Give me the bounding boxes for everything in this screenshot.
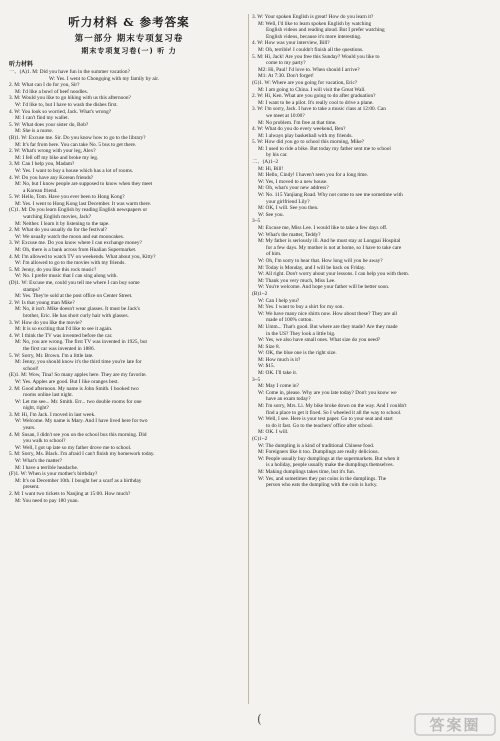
transcript-line: M: She is a nurse. (15, 128, 54, 135)
transcript-line: 3. M: Can I help you, Madam? (9, 161, 75, 168)
page-title: 听力材料 & 参考答案 (68, 15, 190, 29)
transcript-line: W: OK, the blue one is the right size. (258, 350, 337, 357)
transcript-line: M: I'm sorry, Mrs. Li. My bike broke down on the way. And I couldn't (258, 403, 407, 410)
transcript-line: 3. M: Would you like to go hiking with us this afternoon? (9, 95, 131, 102)
transcript-line: 3~5 (252, 376, 261, 383)
transcript-line: W: Yes, I moved to a new house. (258, 178, 328, 185)
transcript-line: M: May I come in? (258, 383, 299, 390)
transcript-line: in the US? They look a little big. (266, 330, 336, 337)
transcript-line: W: Yes, we also have small ones. What size do you need? (258, 337, 381, 344)
subsection-label: 听力材料 (9, 61, 34, 68)
transcript-line: W: Yes, and sometimes they put coins in the dumplings. The (258, 475, 387, 482)
transcript-line: W: Well, I see. Here is your test paper. Go to your seat and start (258, 416, 393, 423)
transcript-line: (E)1. M: Wow, Tina! So many apples here. They are my favorite. (9, 372, 147, 379)
transcript-line: (C)1~2 (252, 436, 268, 442)
transcript-line: 2. M: What do you usually do for the festival? (9, 227, 107, 234)
transcript-line: for a few days. My mother is not at home, so I have to take care (266, 244, 402, 251)
transcript-line: come to my party? (266, 60, 306, 67)
transcript-line: 4. M: I'm allowed to watch TV on weekends. What about you, Kitty? (9, 253, 156, 260)
transcript-line: present. (23, 484, 40, 491)
transcript-line: M: I want to be a pilot. It's really cool to drive a plane. (258, 99, 374, 106)
transcript-line: watching English movies, Jack? (23, 214, 91, 221)
transcript-line: 2. M: What can I do for you, Sir? (9, 82, 80, 89)
transcript-line: 5. M: Hi, Jack! Are you free this Sunday? Would you like to (252, 53, 380, 60)
transcript-line: M: How much is it? (258, 356, 301, 363)
transcript-line: W: Oh, I'm sorry to hear that. How long will you be away? (258, 257, 383, 264)
transcript-line: 3. M: Hi, I'm Jack. I moved in last week. (9, 411, 96, 418)
transcript-line: 二、(A)1~2 (252, 159, 279, 166)
transcript-line: brother, Eric. He has short curly hair with glasses. (23, 312, 129, 319)
transcript-line: we meet at 10:00? (266, 112, 305, 119)
transcript-line: 4. M: Susan, I didn't see you on the school bus this morning. Did (9, 431, 147, 438)
transcript-line: (C)1. M: Do you learn English by reading English newspapers or (9, 207, 148, 214)
transcript-line: M: I used to ride a bike. But today my father sent me to school (258, 145, 391, 152)
transcript-line: you walk to school? (23, 438, 66, 445)
transcript-line: 3. W: How do you like the movie? (9, 319, 82, 326)
transcript-line: M: My father is seriously ill. And he must stay at Longpai Hospital (258, 238, 401, 245)
transcript-line: M: I fell off my bike and broke my leg. (15, 154, 99, 161)
page-mark: ( (257, 712, 262, 726)
transcript-line: 一、(A)1. M: Did you have fun in the summer vacation? (9, 69, 130, 75)
part-title: 第一部分 期末专项复习卷 (74, 34, 184, 44)
transcript-line: 3~5 (252, 218, 261, 225)
transcript-line: M: It's far from here. You can take No. 5 bus to get there. (15, 141, 137, 148)
transcript-line: W: I'm allowed to go to the movies with my friends. (15, 260, 126, 267)
transcript-line: M: OK. I will. (258, 429, 289, 436)
transcript-line: M: Well, I'd like to learn spoken English by watching (258, 20, 372, 27)
transcript-line: of him. (266, 251, 282, 258)
transcript-line: M: Yes. They're sold at the post office on Center Street. (15, 293, 133, 300)
transcript-line: 5. M: Sorry, Ms. Black. I'm afraid I can't finish my homework today. (9, 451, 155, 458)
transcript-line: night, right? (23, 405, 49, 412)
transcript-line: made of 100% cotton. (266, 317, 313, 324)
transcript-line: M: Size 8. (258, 343, 280, 350)
transcript-line: W: You're welcome. And hope your father will be better soon. (258, 284, 390, 291)
right-column (252, 14, 494, 709)
transcript-line: find a place to get it fixed. So I wheeled it all the way to school. (266, 409, 402, 416)
transcript-line: stamps? (23, 286, 41, 293)
transcript-line: M: No problem. I'm free at that time. (258, 119, 337, 126)
transcript-line: M: No, it isn't. Mike doesn't wear glasses. It must be Jack's (15, 306, 140, 313)
transcript-line: 4. W: Do you have any Korean friends? (9, 174, 94, 181)
transcript-line: 2. W: Is that young man Mike? (9, 299, 75, 306)
transcript-line: 5. W: Hello, Tom. Have you ever been to Hong Kong? (9, 194, 125, 201)
transcript-line: M: Excuse me, Miss Lee. I would like to take a few days off. (258, 225, 388, 231)
transcript-line: a Korean friend. (23, 187, 58, 194)
transcript-line: M: Oh, terrible! I couldn't finish all the questions. (258, 46, 364, 53)
transcript-line: your girlfriend Lily? (266, 198, 310, 205)
transcript-line: M: OK, I will. See you then. (258, 205, 319, 212)
transcript-line: W: See you. (258, 211, 284, 218)
transcript-line: M1: At 7:30. Don't forget! (258, 73, 314, 80)
transcript-line: W: Come in, please. Why are you late today? Don't you know we (258, 389, 397, 396)
transcript-line: 4. W: I think the TV was invented before the car. (9, 332, 113, 339)
watermark-text: 答案圈 (429, 716, 481, 734)
transcript-line: W: Yes. I went to Chongqing with my family by air. (49, 75, 160, 82)
transcript-line: M: Neither. I learn it by listening to the tape. (15, 220, 110, 227)
column-divider (248, 14, 249, 704)
transcript-line: M: Yes. I want to buy a shirt for my son. (258, 304, 344, 311)
transcript-line: 5. W: How did you go to school this morning, Mike? (252, 139, 365, 146)
transcript-line: 4. W: You look so worried, Jack. What's wrong? (9, 108, 112, 115)
transcript-line: rooms online last night. (23, 392, 74, 399)
transcript-line: (G)1. W: Where are you going for vacation, Eric? (252, 79, 358, 86)
transcript-line: M: I can't find my wallet. (15, 115, 69, 122)
transcript-line: W: We have many nice shirts now. How about these? They are all (258, 310, 398, 317)
transcript-line: (D)1. W: Excuse me, could you tell me where I can buy some (9, 280, 140, 286)
transcript-line: M: It is so exciting that I'd like to see it again. (15, 326, 113, 333)
transcript-line: M: Umm... That's good. But where are they made? Are they made (258, 323, 398, 330)
left-transcript (9, 69, 249, 504)
right-transcript (252, 14, 494, 489)
transcript-line: W: Welcome. My name is Mary. And I have lived here for two (15, 418, 148, 425)
transcript-line: W: Well, I got up late so my father drove me to school. (15, 444, 132, 451)
transcript-line: M2: Hi, Paul! I'd love to. When should I arrive? (258, 66, 360, 73)
transcript-line: 2. W: Hi, Ken. What are you going to do after graduation? (252, 93, 376, 100)
transcript-line: M: Jenny, you should know it's the third time you're late for (15, 359, 142, 366)
transcript-line: the first car was invented in 1886. (23, 345, 95, 352)
transcript-line: W: $15. (258, 363, 275, 370)
transcript-line: 4. W: What do you do every weekend, Ben? (252, 126, 346, 133)
transcript-line: 5. W: What does your sister do, Bob? (9, 121, 89, 128)
transcript-line: M: Making dumplings takes time, but it's fun. (258, 468, 356, 475)
transcript-line: M: No, you are wrong. The first TV was invented in 1925, but (15, 339, 147, 346)
transcript-line: (B)1~2 (252, 290, 268, 297)
transcript-line: W: No. I prefer music that I can sing along with. (15, 273, 118, 280)
left-column (9, 14, 249, 709)
transcript-line: M: I'd like a bowl of beef noodles. (15, 88, 89, 95)
transcript-line: W: What's the matter, Teddy? (258, 231, 321, 238)
transcript-line: W: The dumpling is a kind of traditional Chinese food. (258, 442, 375, 449)
transcript-line: by his car. (266, 152, 288, 159)
transcript-line: W: Yes. Apples are good. But I like oranges best. (15, 378, 119, 385)
transcript-line: (F)1. W: When is your mother's birthday? (9, 471, 98, 478)
transcript-line: W: Let me see... Mr. Smith. Err... two double rooms for one (15, 398, 142, 405)
transcript-line: (B)1. W: Excuse me. Sir. Do you know how to go to the library? (9, 134, 146, 141)
transcript-line: W: Can I help you? (258, 297, 300, 304)
transcript-line: M: OK. I'll take it. (258, 370, 298, 377)
transcript-line: 2. M: I want two tickets to Nanjing at 15:00. How much? (9, 491, 131, 497)
transcript-line: 2. W: What's wrong with your leg, Alex? (9, 148, 96, 155)
transcript-line: W: Yes. I want to buy a house which has a lot of rooms. (15, 167, 134, 174)
transcript-line: years. (23, 425, 36, 432)
transcript-line: M: I always play basketball with my friends. (258, 132, 353, 139)
transcript-line: M: Foreigners like it too. Dumplings are really delicious. (258, 449, 379, 456)
transcript-line: M: I have a terrible headache. (15, 464, 79, 471)
transcript-line: English videos and reading aloud. But I prefer watching (266, 27, 385, 34)
transcript-line: W: What's the matter? (15, 458, 62, 465)
transcript-line: M: No, but I know people are supposed to know when they meet (15, 181, 153, 188)
transcript-line: M: Hello, Cindy! I haven't seen you for a long time. (258, 172, 369, 179)
transcript-line: 3. W: Your spoken English is great! How do you learn it? (252, 14, 374, 20)
transcript-line: M: Oh, what's your new address? (258, 185, 329, 192)
transcript-line: W: No. 115 Yanjiang Road. Why not come to see me sometime with (258, 192, 403, 199)
section-title: 期末专项复习卷(一) 听 力 (81, 47, 177, 55)
answer-stamp-watermark-icon (414, 711, 496, 737)
transcript-line: W: People usually buy dumplings at the supermarkets. But when it (258, 455, 400, 462)
transcript-line: W: I'd like to, but I have to wash the dishes first. (15, 101, 118, 108)
transcript-line: M: Today is Monday, and I will be back on Friday. (258, 264, 366, 271)
transcript-line: 4. W: How was your interview, Bill? (252, 40, 330, 47)
transcript-line: 3. W: Excuse me. Do you know where I can exchange money? (9, 240, 142, 247)
transcript-line: have an exam today? (266, 396, 311, 403)
transcript-line: 5. M: Jenny, do you like this rock music? (9, 266, 97, 273)
transcript-line: to do it fast. Go to the teachers' office after school. (266, 422, 374, 429)
transcript-line: English videos, because it's more interesting. (266, 33, 362, 40)
transcript-line: person who eats the dumpling with the coin is lucky. (266, 482, 378, 489)
transcript-line: M: Thank you very much, Miss Lee. (258, 277, 336, 284)
transcript-line: M: I am going to China. I will visit the Great Wall. (258, 86, 366, 93)
transcript-line: is a holiday, people usually make the dumplings themselves. (266, 462, 394, 469)
transcript-line: 5. W: Sorry, Mr. Brown. I'm a little late. (9, 352, 94, 359)
transcript-line: M: You need to pay 180 yuan. (15, 497, 79, 504)
transcript-line: M: Oh, there is a bank across from Hualian Supermarket. (15, 247, 137, 254)
transcript-line: M: Yes. I went to Hong Kong last December. It was warm there. (15, 200, 152, 207)
transcript-line: M: Hi, Bill! (258, 165, 284, 172)
transcript-line: W: All right. Don't worry about your lessons. I can help you with them. (258, 271, 410, 278)
transcript-line: W: We usually watch the moon and eat mooncakes. (15, 233, 125, 240)
transcript-line: school! (23, 365, 39, 372)
transcript-line: 2. M: Good afternoon. My name is John Smith. I booked two (9, 385, 139, 392)
transcript-line: M: It's on December 10th. I bought her a scarf as a birthday (15, 477, 142, 484)
transcript-line: 3. W: I'm sorry, Jack. I have to take a music class at 12:00. Can (252, 106, 386, 113)
